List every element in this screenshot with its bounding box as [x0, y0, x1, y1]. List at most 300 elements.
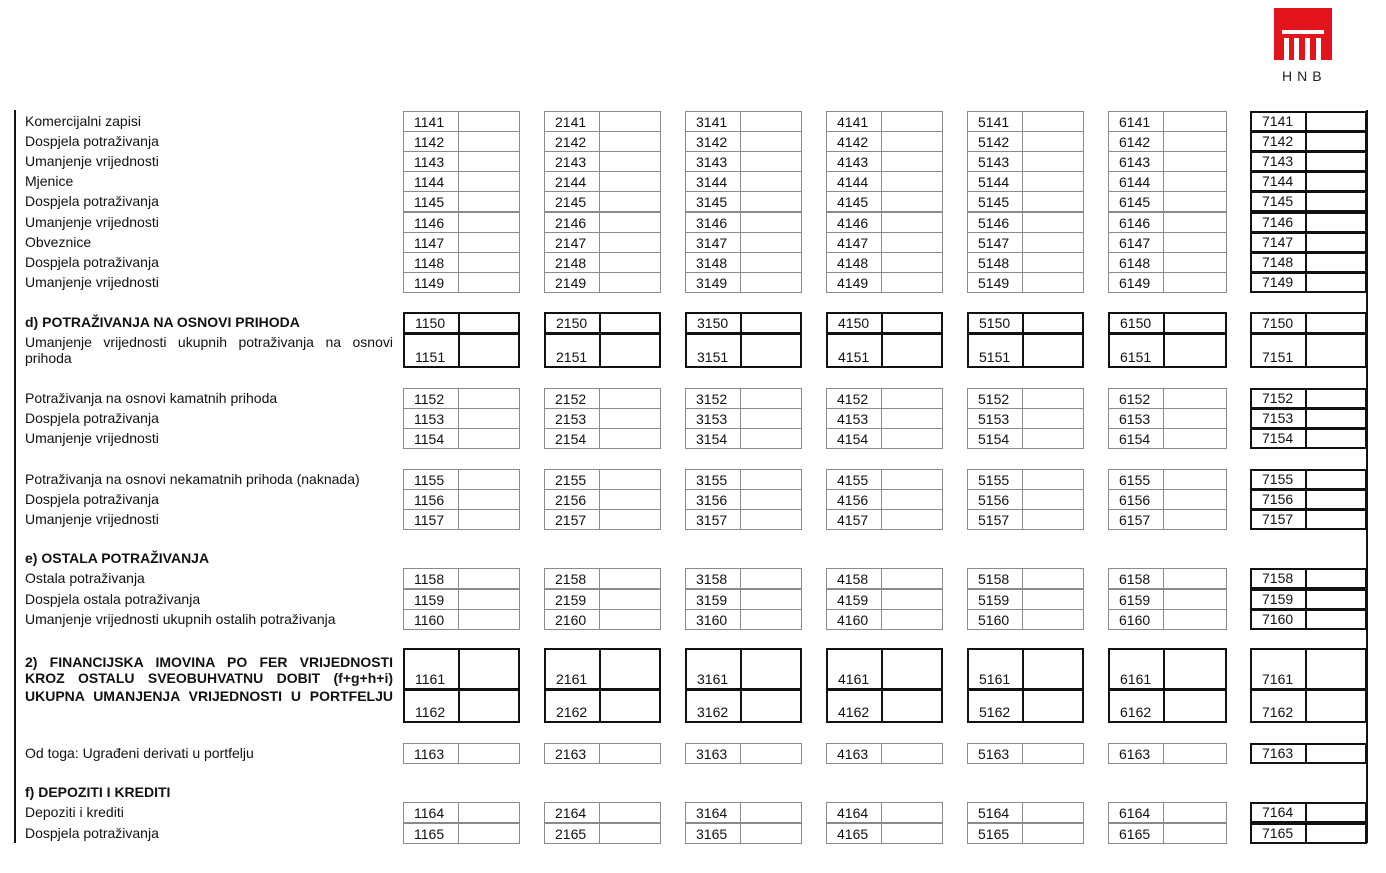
value-cell-col2	[544, 151, 661, 172]
row-code: 5154	[968, 429, 1023, 448]
value-input[interactable]	[741, 233, 801, 252]
value-cell-col6	[1108, 252, 1227, 273]
value-input[interactable]	[882, 152, 942, 171]
row-code: 2149	[545, 273, 600, 292]
value-cell-col6	[1108, 609, 1227, 630]
value-input[interactable]	[1164, 213, 1226, 232]
value-input[interactable]	[459, 233, 519, 252]
value-input[interactable]	[741, 803, 801, 822]
value-input[interactable]	[1024, 691, 1082, 721]
value-input[interactable]	[882, 490, 942, 509]
value-input[interactable]	[1023, 112, 1083, 131]
value-input[interactable]	[459, 824, 519, 843]
value-input[interactable]	[600, 590, 660, 609]
value-input[interactable]	[459, 490, 519, 509]
value-input[interactable]	[1307, 153, 1365, 170]
row-code: 3162	[687, 691, 742, 721]
value-input[interactable]	[1164, 490, 1226, 509]
value-input[interactable]	[600, 409, 660, 428]
value-input[interactable]	[741, 389, 801, 408]
row-code: 3150	[687, 314, 742, 332]
value-cell-col2	[544, 743, 661, 764]
value-cell-col6	[1108, 509, 1227, 530]
row-code: 5160	[968, 610, 1023, 629]
value-input[interactable]	[459, 132, 519, 151]
row-code: 5149	[968, 273, 1023, 292]
value-input[interactable]	[600, 510, 660, 529]
value-cell-col2	[544, 609, 661, 630]
row-code: 3145	[686, 192, 741, 211]
value-input[interactable]	[460, 691, 518, 721]
value-input[interactable]	[1023, 590, 1083, 609]
value-input[interactable]	[600, 233, 660, 252]
row-code: 5141	[968, 112, 1023, 131]
value-cell-col6	[1108, 111, 1227, 132]
value-input[interactable]	[459, 744, 519, 763]
row-code: 1146	[404, 213, 459, 232]
row-code: 3157	[686, 510, 741, 529]
value-cell-col7	[1250, 252, 1367, 273]
value-input[interactable]	[1164, 744, 1226, 763]
value-cell-col3	[685, 312, 802, 334]
row-code: 3156	[686, 490, 741, 509]
left-border	[14, 110, 16, 843]
value-input[interactable]	[459, 590, 519, 609]
value-input[interactable]	[1023, 213, 1083, 232]
value-input[interactable]	[1024, 314, 1082, 332]
value-input[interactable]	[1307, 390, 1365, 407]
value-input[interactable]	[600, 744, 660, 763]
value-input[interactable]	[882, 803, 942, 822]
value-input[interactable]	[1307, 274, 1365, 291]
value-input[interactable]	[600, 192, 660, 211]
value-input[interactable]	[1023, 510, 1083, 529]
value-input[interactable]	[600, 213, 660, 232]
value-input[interactable]	[1023, 152, 1083, 171]
value-input[interactable]	[741, 824, 801, 843]
value-input[interactable]	[882, 273, 942, 292]
value-input[interactable]	[459, 429, 519, 448]
value-input[interactable]	[882, 213, 942, 232]
value-input[interactable]	[1164, 152, 1226, 171]
value-input[interactable]	[1024, 650, 1082, 688]
value-input[interactable]	[1164, 389, 1226, 408]
row-label: Depoziti i krediti	[25, 804, 124, 820]
value-cell-col7	[1250, 388, 1367, 409]
row-code: 7145	[1252, 193, 1307, 210]
value-input[interactable]	[1307, 254, 1365, 271]
row-code: 4151	[828, 335, 883, 366]
value-cell-col3	[685, 648, 802, 690]
value-cell-col2	[544, 212, 661, 233]
value-input[interactable]	[883, 335, 941, 366]
value-input[interactable]	[459, 409, 519, 428]
row-code: 6160	[1109, 610, 1164, 629]
value-input[interactable]	[1164, 470, 1226, 489]
value-cell-col4	[826, 743, 943, 764]
value-input[interactable]	[1023, 132, 1083, 151]
row-code: 7157	[1252, 511, 1307, 528]
value-input[interactable]	[600, 429, 660, 448]
value-input[interactable]	[1164, 172, 1226, 191]
row-code: 4142	[827, 132, 882, 151]
value-input[interactable]	[741, 470, 801, 489]
row-code: 5165	[968, 824, 1023, 843]
value-input[interactable]	[741, 152, 801, 171]
row-code: 4154	[827, 429, 882, 448]
value-cell-col5	[967, 689, 1084, 723]
value-input[interactable]	[741, 172, 801, 191]
value-input[interactable]	[741, 590, 801, 609]
row-code: 2150	[546, 314, 601, 332]
value-cell-col5	[967, 111, 1084, 132]
row-code: 3144	[686, 172, 741, 191]
value-input[interactable]	[1307, 113, 1365, 130]
value-input[interactable]	[601, 314, 659, 332]
value-input[interactable]	[1165, 314, 1225, 332]
value-input[interactable]	[1307, 193, 1365, 210]
value-cell-col1	[403, 489, 520, 510]
row-code: 3155	[686, 470, 741, 489]
value-input[interactable]	[1023, 569, 1083, 588]
value-input[interactable]	[459, 253, 519, 272]
value-input[interactable]	[459, 610, 519, 629]
row-code: 2162	[546, 691, 601, 721]
row-code: 2142	[545, 132, 600, 151]
row-code: 5157	[968, 510, 1023, 529]
value-input[interactable]	[600, 389, 660, 408]
value-input[interactable]	[741, 132, 801, 151]
value-input[interactable]	[882, 470, 942, 489]
value-input[interactable]	[600, 569, 660, 588]
value-input[interactable]	[882, 172, 942, 191]
value-input[interactable]	[600, 490, 660, 509]
value-input[interactable]	[1307, 430, 1365, 447]
value-input[interactable]	[459, 510, 519, 529]
value-input[interactable]	[741, 213, 801, 232]
value-input[interactable]	[882, 132, 942, 151]
value-input[interactable]	[460, 335, 518, 366]
value-input[interactable]	[600, 273, 660, 292]
row-label: Umanjenje vrijednosti	[25, 214, 159, 230]
row-code: 2153	[545, 409, 600, 428]
value-input[interactable]	[460, 650, 518, 688]
value-input[interactable]	[1023, 192, 1083, 211]
value-input[interactable]	[742, 650, 800, 688]
value-input[interactable]	[882, 824, 942, 843]
row-code: 6150	[1110, 314, 1165, 332]
value-cell-col2	[544, 689, 661, 723]
value-input[interactable]	[459, 112, 519, 131]
value-cell-col2	[544, 509, 661, 530]
value-cell-col4	[826, 802, 943, 823]
row-code: 6157	[1109, 510, 1164, 529]
row-code: 6141	[1109, 112, 1164, 131]
row-code: 6165	[1109, 824, 1164, 843]
value-input[interactable]	[1023, 490, 1083, 509]
value-input[interactable]	[1164, 569, 1226, 588]
value-input[interactable]	[1164, 824, 1226, 843]
value-input[interactable]	[1307, 570, 1365, 587]
value-input[interactable]	[1307, 611, 1365, 628]
value-cell-col7	[1250, 428, 1367, 449]
value-input[interactable]	[882, 233, 942, 252]
row-code: 7142	[1252, 133, 1307, 150]
value-input[interactable]	[459, 192, 519, 211]
row-code: 1152	[404, 389, 459, 408]
value-input[interactable]	[1307, 691, 1365, 721]
value-cell-col7	[1250, 111, 1367, 132]
value-input[interactable]	[741, 510, 801, 529]
value-cell-col3	[685, 489, 802, 510]
value-input[interactable]	[600, 152, 660, 171]
row-code: 4153	[827, 409, 882, 428]
row-code: 4165	[827, 824, 882, 843]
value-input[interactable]	[459, 470, 519, 489]
value-input[interactable]	[459, 803, 519, 822]
value-cell-col2	[544, 232, 661, 253]
value-input[interactable]	[1164, 510, 1226, 529]
value-input[interactable]	[1024, 335, 1082, 366]
value-input[interactable]	[600, 172, 660, 191]
row-code: 1164	[404, 803, 459, 822]
value-input[interactable]	[600, 253, 660, 272]
value-input[interactable]	[1023, 389, 1083, 408]
value-input[interactable]	[600, 824, 660, 843]
value-cell-col3	[685, 272, 802, 293]
value-input[interactable]	[600, 803, 660, 822]
value-cell-col5	[967, 489, 1084, 510]
value-input[interactable]	[1023, 803, 1083, 822]
value-input[interactable]	[1165, 691, 1225, 721]
row-code: 5158	[968, 569, 1023, 588]
value-input[interactable]	[1307, 511, 1365, 528]
row-code: 1162	[405, 691, 460, 721]
value-input[interactable]	[882, 409, 942, 428]
value-cell-col6	[1108, 408, 1227, 429]
value-input[interactable]	[459, 152, 519, 171]
value-input[interactable]	[1307, 804, 1365, 821]
row-code: 4161	[828, 650, 883, 688]
value-cell-col7	[1250, 171, 1367, 192]
value-cell-col7	[1250, 312, 1367, 334]
value-input[interactable]	[1023, 824, 1083, 843]
value-input[interactable]	[742, 314, 800, 332]
value-cell-col5	[967, 428, 1084, 449]
row-label: Umanjenje vrijednosti ukupnih potraživanja na osnovi prihoda	[25, 334, 393, 366]
value-input[interactable]	[1307, 214, 1365, 231]
value-input[interactable]	[883, 314, 941, 332]
value-input[interactable]	[883, 650, 941, 688]
value-cell-col1	[403, 171, 520, 192]
value-cell-col7	[1250, 568, 1367, 589]
value-cell-col1	[403, 212, 520, 233]
row-label: Komercijalni zapisi	[25, 113, 141, 129]
value-input[interactable]	[741, 409, 801, 428]
value-input[interactable]	[1307, 471, 1365, 488]
value-input[interactable]	[459, 273, 519, 292]
row-code: 1149	[404, 273, 459, 292]
value-input[interactable]	[742, 335, 800, 366]
value-input[interactable]	[882, 112, 942, 131]
value-input[interactable]	[1164, 590, 1226, 609]
value-input[interactable]	[741, 192, 801, 211]
row-code: 7159	[1252, 591, 1307, 608]
value-input[interactable]	[459, 213, 519, 232]
value-input[interactable]	[459, 172, 519, 191]
value-input[interactable]	[882, 590, 942, 609]
value-input[interactable]	[882, 389, 942, 408]
value-cell-col2	[544, 408, 661, 429]
value-cell-col2	[544, 823, 661, 844]
row-code: 3151	[687, 335, 742, 366]
row-code: 3149	[686, 273, 741, 292]
value-input[interactable]	[1023, 744, 1083, 763]
value-input[interactable]	[1023, 253, 1083, 272]
row-label: Dospjela potraživanja	[25, 491, 159, 507]
value-input[interactable]	[1023, 233, 1083, 252]
value-input[interactable]	[1164, 192, 1226, 211]
value-input[interactable]	[1307, 745, 1365, 762]
value-cell-col6	[1108, 689, 1227, 723]
value-input[interactable]	[1307, 314, 1365, 332]
value-input[interactable]	[741, 569, 801, 588]
value-input[interactable]	[1307, 410, 1365, 427]
value-cell-col1	[403, 428, 520, 449]
value-input[interactable]	[882, 610, 942, 629]
value-cell-col5	[967, 171, 1084, 192]
value-cell-col5	[967, 609, 1084, 630]
value-input[interactable]	[601, 691, 659, 721]
value-cell-col4	[826, 823, 943, 844]
value-cell-col5	[967, 191, 1084, 212]
value-input[interactable]	[741, 112, 801, 131]
value-input[interactable]	[600, 132, 660, 151]
value-cell-col1	[403, 111, 520, 132]
row-code: 1156	[404, 490, 459, 509]
value-input[interactable]	[1164, 253, 1226, 272]
row-code: 4149	[827, 273, 882, 292]
row-code: 5145	[968, 192, 1023, 211]
value-input[interactable]	[882, 429, 942, 448]
value-input[interactable]	[1164, 610, 1226, 629]
value-input[interactable]	[460, 314, 518, 332]
row-label: d) POTRAŽIVANJA NA OSNOVI PRIHODA	[25, 314, 300, 330]
value-input[interactable]	[741, 429, 801, 448]
row-code: 5142	[968, 132, 1023, 151]
row-code: 6149	[1109, 273, 1164, 292]
value-input[interactable]	[601, 650, 659, 688]
value-input[interactable]	[1165, 650, 1225, 688]
value-input[interactable]	[1307, 491, 1365, 508]
value-input[interactable]	[741, 253, 801, 272]
value-cell-col1	[403, 648, 520, 690]
value-input[interactable]	[459, 389, 519, 408]
value-input[interactable]	[882, 192, 942, 211]
value-input[interactable]	[1164, 273, 1226, 292]
value-cell-col2	[544, 568, 661, 589]
value-input[interactable]	[1164, 132, 1226, 151]
value-input[interactable]	[741, 490, 801, 509]
value-cell-col1	[403, 312, 520, 334]
value-input[interactable]	[1164, 803, 1226, 822]
value-cell-col4	[826, 272, 943, 293]
value-input[interactable]	[1165, 335, 1225, 366]
row-code: 7158	[1252, 570, 1307, 587]
value-input[interactable]	[883, 691, 941, 721]
value-input[interactable]	[741, 744, 801, 763]
row-code: 1159	[404, 590, 459, 609]
value-input[interactable]	[882, 744, 942, 763]
value-input[interactable]	[1023, 409, 1083, 428]
value-input[interactable]	[741, 273, 801, 292]
value-input[interactable]	[600, 610, 660, 629]
value-cell-col1	[403, 609, 520, 630]
value-cell-col5	[967, 823, 1084, 844]
row-code: 7144	[1252, 173, 1307, 190]
value-input[interactable]	[1164, 409, 1226, 428]
value-input[interactable]	[1164, 429, 1226, 448]
value-input[interactable]	[459, 569, 519, 588]
value-cell-col6	[1108, 802, 1227, 823]
row-code: 2152	[545, 389, 600, 408]
value-input[interactable]	[1164, 233, 1226, 252]
value-input[interactable]	[1307, 591, 1365, 608]
row-label: f) DEPOZITI I KREDITI	[25, 784, 171, 800]
value-input[interactable]	[1023, 172, 1083, 191]
value-cell-col4	[826, 648, 943, 690]
value-input[interactable]	[1307, 825, 1365, 842]
value-input[interactable]	[1307, 133, 1365, 150]
value-input[interactable]	[742, 691, 800, 721]
row-code: 1143	[404, 152, 459, 171]
row-code: 7155	[1252, 471, 1307, 488]
value-input[interactable]	[741, 610, 801, 629]
value-input[interactable]	[1023, 273, 1083, 292]
value-cell-col3	[685, 589, 802, 610]
value-input[interactable]	[1307, 650, 1365, 688]
value-cell-col5	[967, 252, 1084, 273]
value-input[interactable]	[1307, 173, 1365, 190]
value-input[interactable]	[600, 470, 660, 489]
row-code: 6162	[1110, 691, 1165, 721]
value-input[interactable]	[601, 335, 659, 366]
value-input[interactable]	[882, 510, 942, 529]
value-input[interactable]	[1023, 610, 1083, 629]
row-code: 4158	[827, 569, 882, 588]
value-input[interactable]	[600, 112, 660, 131]
value-cell-col2	[544, 312, 661, 334]
value-input[interactable]	[882, 569, 942, 588]
row-code: 4160	[827, 610, 882, 629]
value-cell-col4	[826, 609, 943, 630]
value-input[interactable]	[1164, 112, 1226, 131]
value-cell-col3	[685, 232, 802, 253]
value-cell-col2	[544, 191, 661, 212]
value-cell-col3	[685, 252, 802, 273]
value-cell-col5	[967, 388, 1084, 409]
value-input[interactable]	[1307, 335, 1365, 366]
value-input[interactable]	[1023, 429, 1083, 448]
value-input[interactable]	[1307, 234, 1365, 251]
row-code: 5151	[969, 335, 1024, 366]
value-cell-col7	[1250, 823, 1367, 844]
value-cell-col1	[403, 333, 520, 368]
value-input[interactable]	[1023, 470, 1083, 489]
value-cell-col4	[826, 333, 943, 368]
value-input[interactable]	[882, 253, 942, 272]
value-cell-col4	[826, 428, 943, 449]
